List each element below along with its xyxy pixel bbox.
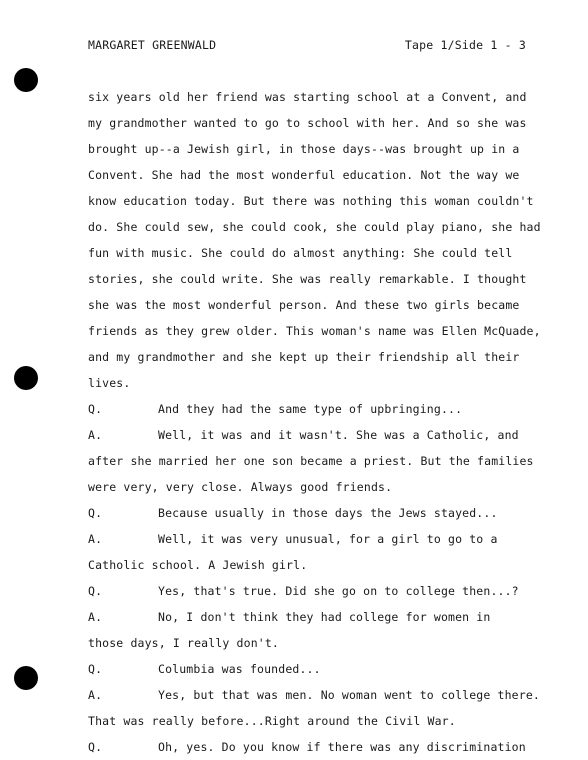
transcript-line: [88, 292, 538, 318]
transcript-line: [88, 578, 538, 604]
transcript-line: [88, 240, 538, 266]
line-text: do. She could sew, she could cook, she could play piano, she had: [88, 220, 541, 234]
transcript-line: [88, 396, 538, 422]
speaker-label: Q.: [88, 584, 103, 598]
punch-hole-top: [14, 68, 38, 92]
line-text: Oh, yes. Do you know if there was any discrimination: [158, 740, 526, 754]
line-text: those days, I really don't.: [88, 636, 279, 650]
transcript-line: [88, 422, 538, 448]
line-text: Well, it was very unusual, for a girl to go to a: [158, 532, 498, 546]
transcript-body: [88, 84, 541, 760]
speaker-label: A.: [88, 428, 103, 442]
line-text: Convent. She had the most wonderful education. Not the way we: [88, 168, 520, 182]
punch-hole-middle: [14, 366, 38, 390]
transcript-line: [88, 604, 538, 630]
transcript-line: [88, 188, 538, 214]
line-text: Because usually in those days the Jews stayed...: [158, 506, 498, 520]
line-text: stories, she could write. She was really remarkable. I thought: [88, 272, 527, 286]
line-text: after she married her one son became a priest. But the families: [88, 454, 534, 468]
tape-side-page: Tape 1/Side 1 - 3: [404, 38, 526, 52]
transcript-line: [88, 214, 541, 240]
transcript-line: [88, 162, 538, 188]
line-text: And they had the same type of upbringing...: [158, 402, 463, 416]
line-text: That was really before...Right around the Civil War.: [88, 714, 456, 728]
transcript-line: [88, 630, 538, 656]
punch-hole-bottom: [14, 666, 38, 690]
speaker-label: A.: [88, 532, 103, 546]
line-text: she was the most wonderful person. And these two girls became: [88, 298, 520, 312]
line-text: were very, very close. Always good friends.: [88, 480, 393, 494]
transcript-line: [88, 136, 538, 162]
transcript-line: [88, 344, 538, 370]
transcript-line: [88, 448, 538, 474]
transcript-line: [88, 474, 538, 500]
line-text: six years old her friend was starting school at a Convent, and: [88, 90, 527, 104]
transcript-line: [88, 110, 538, 136]
transcript-line: [88, 266, 538, 292]
line-text: know education today. But there was nothing this woman couldn't: [88, 194, 534, 208]
line-text: Yes, but that was men. No woman went to college there.: [158, 688, 540, 702]
line-text: Well, it was and it wasn't. She was a Catholic, and: [158, 428, 519, 442]
line-text: Yes, that's true. Did she go on to college then...?: [158, 584, 519, 598]
transcript-line: [88, 708, 538, 734]
line-text: brought up--a Jewish girl, in those days--was brought up in a: [88, 142, 520, 156]
speaker-label: Q.: [88, 740, 103, 754]
speaker-label: Q.: [88, 662, 103, 676]
line-text: lives.: [88, 376, 131, 390]
speaker-label: A.: [88, 610, 103, 624]
transcript-line: [88, 656, 538, 682]
line-text: and my grandmother and she kept up their friendship all their: [88, 350, 520, 364]
interviewee-name: MARGARET GREENWALD: [88, 38, 217, 52]
page-header: [88, 38, 526, 52]
transcript-line: [88, 500, 538, 526]
transcript-line: [88, 370, 538, 396]
transcript-line: [88, 552, 538, 578]
transcript-line: [88, 526, 538, 552]
transcript-line: [88, 682, 538, 708]
line-text: fun with music. She could do almost anything: She could tell: [88, 246, 513, 260]
line-text: my grandmother wanted to go to school with her. And so she was: [88, 116, 527, 130]
transcript-line: [88, 318, 541, 344]
line-text: Catholic school. A Jewish girl.: [88, 558, 308, 572]
speaker-label: A.: [88, 688, 103, 702]
line-text: No, I don't think they had college for women in: [158, 610, 491, 624]
speaker-label: Q.: [88, 506, 103, 520]
line-text: friends as they grew older. This woman's name was Ellen McQuade,: [88, 324, 541, 338]
speaker-label: Q.: [88, 402, 103, 416]
transcript-line: [88, 734, 538, 760]
transcript-line: [88, 84, 538, 110]
line-text: Columbia was founded...: [158, 662, 321, 676]
